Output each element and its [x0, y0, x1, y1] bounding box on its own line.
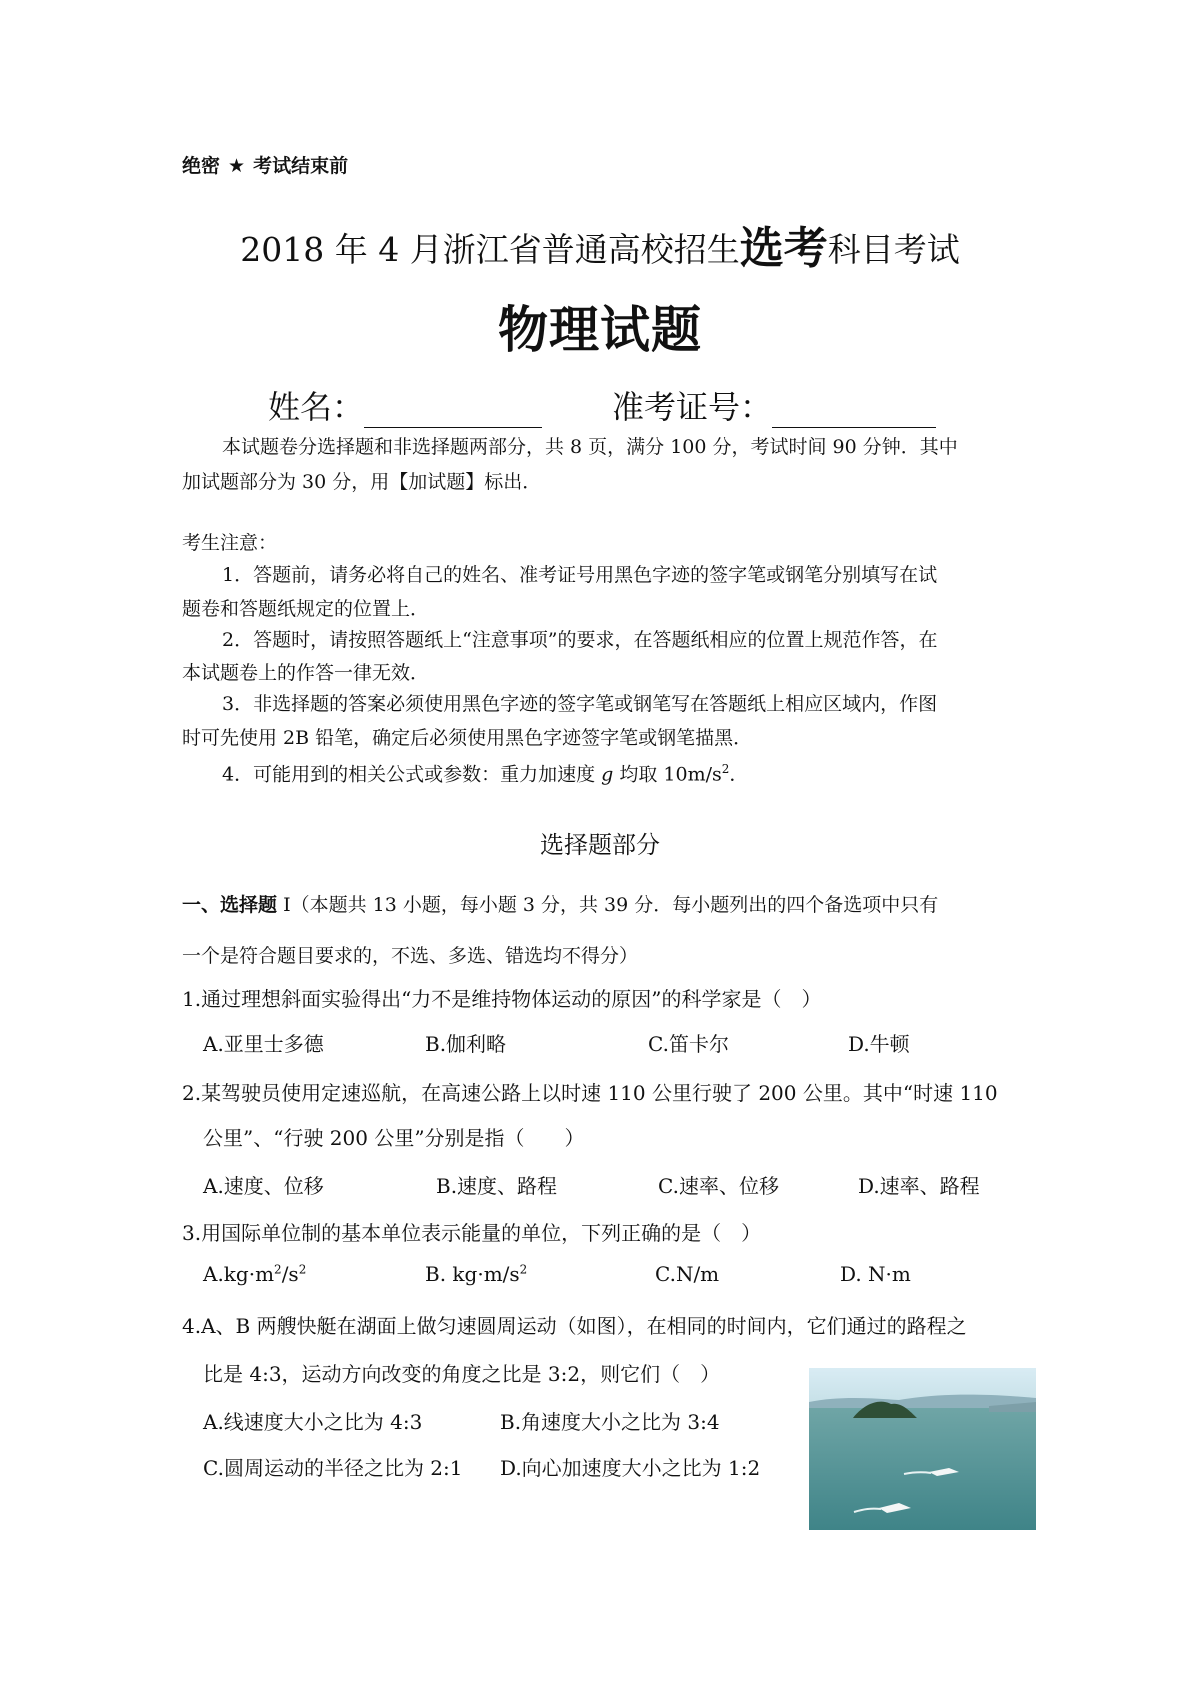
question-4-stem-line-2: 比是 4:3，运动方向改变的角度之比是 3:2，则它们（ ） — [203, 1362, 721, 1386]
q4-option-c: C.圆周运动的半径之比为 2:1 — [203, 1456, 463, 1480]
notice-1-line-1: 1．答题前，请务必将自己的姓名、准考证号用黑色字迹的签字笔或钢笔分别填写在试 — [222, 564, 938, 586]
question-1-stem: 1.通过理想斜面实验得出“力不是维持物体运动的原因”的科学家是（ ） — [182, 987, 822, 1011]
subject-title: 物理试题 — [498, 301, 702, 359]
q4-option-b: B.角速度大小之比为 3:4 — [500, 1410, 720, 1434]
part-desc-1: I（本题共 13 小题，每小题 3 分，共 39 分．每小题列出的四个备选项中只有 — [277, 894, 939, 916]
notice-4-post: 均取 10m/s — [613, 763, 722, 786]
q1-option-d: D.牛顿 — [848, 1032, 910, 1056]
q2-option-d: D.速率、路程 — [858, 1174, 980, 1198]
q3-a-sup1: 2 — [274, 1262, 282, 1277]
exam-title-big: 选考 — [739, 223, 828, 274]
exam-title-post: 科目考试 — [827, 230, 960, 269]
exam-title — [0, 210, 1200, 274]
notice-3-line-2: 时可先使用 2B 铅笔，确定后必须使用黑色字迹签字笔或钢笔描黑． — [182, 727, 753, 749]
notice-4-g: g — [601, 763, 614, 786]
q3-option-b — [425, 1262, 527, 1286]
lake-photo-svg — [809, 1368, 1036, 1530]
question-2-stem-line-1: 2.某驾驶员使用定速巡航，在高速公路上以时速 110 公里行驶了 200 公里。其中“时速 110 — [182, 1081, 998, 1105]
notice-1-line-2: 题卷和答题纸规定的位置上． — [182, 598, 430, 620]
name-blank[interactable] — [364, 397, 542, 428]
question-3-stem: 3.用国际单位制的基本单位表示能量的单位，下列正确的是（ ） — [182, 1221, 762, 1245]
intro-line-1: 本试题卷分选择题和非选择题两部分，共 8 页，满分 100 分，考试时间 90 分钟．其中 — [222, 436, 958, 458]
question-2-stem-line-2: 公里”、“行驶 200 公里”分别是指（ ） — [203, 1126, 585, 1150]
notice-4-sup: 2 — [721, 762, 730, 776]
q2-option-a: A.速度、位移 — [203, 1174, 324, 1198]
q4-option-a: A.线速度大小之比为 4:3 — [203, 1410, 423, 1434]
section-title: 选择题部分 — [540, 831, 660, 859]
question-4-stem-line-1: 4.A、B 两艘快艇在湖面上做匀速圆周运动（如图），在相同的时间内，它们通过的路程之 — [182, 1314, 967, 1338]
exam-id-blank[interactable] — [772, 397, 936, 428]
notice-heading: 考生注意： — [182, 532, 278, 554]
exam-title-pre: 2018 年 4 月浙江省普通高校招生 — [240, 230, 740, 269]
notice-2-line-2: 本试题卷上的作答一律无效． — [182, 662, 430, 684]
name-label: 姓名： — [268, 388, 365, 426]
intro-line-2: 加试题部分为 30 分，用【加试题】标出． — [182, 471, 542, 493]
notice-3-line-1: 3．非选择题的答案必须使用黑色字迹的签字笔或钢笔写在答题纸上相应区域内，作图 — [222, 693, 938, 715]
q4-option-d: D.向心加速度大小之比为 1:2 — [500, 1456, 761, 1480]
q3-a-sup2: 2 — [298, 1262, 307, 1277]
q2-option-c: C.速率、位移 — [658, 1174, 779, 1198]
q3-b-pre: B. kg·m/s — [425, 1262, 520, 1286]
star-icon: ★ — [228, 155, 246, 177]
confidential-mark — [182, 151, 348, 178]
q3-a-pre: A.kg·m — [203, 1262, 275, 1286]
lake-speedboats-photo — [809, 1368, 1036, 1530]
secret-tail: 考试结束前 — [253, 155, 349, 177]
q1-option-a: A.亚里士多德 — [203, 1032, 324, 1056]
secret-label: 绝密 — [182, 155, 221, 177]
notice-4-pre: 4．可能用到的相关公式或参数：重力加速度 — [222, 763, 602, 786]
part-heading-line-1 — [182, 888, 938, 922]
notice-2-line-1: 2．答题时，请按照答题纸上“注意事项”的要求，在答题纸相应的位置上规范作答，在 — [222, 629, 938, 651]
q3-b-sup: 2 — [519, 1262, 528, 1277]
notice-4-line — [222, 752, 748, 791]
part-heading-line-2: 一个是符合题目要求的，不选、多选、错选均不得分） — [182, 945, 639, 967]
name-field[interactable] — [268, 382, 542, 428]
q1-option-c: C.笛卡尔 — [648, 1032, 729, 1056]
exam-id-field[interactable] — [612, 382, 936, 428]
notice-4-end: ． — [729, 763, 749, 786]
q3-a-mid: /s — [281, 1262, 299, 1286]
q2-option-b: B.速度、路程 — [436, 1174, 558, 1198]
q3-option-d: D. N·m — [840, 1262, 911, 1286]
part-num: 一、 — [182, 894, 221, 916]
q1-option-b: B.伽利略 — [425, 1032, 507, 1056]
part-label: 选择题 — [220, 894, 278, 916]
q3-option-c: C.N/m — [655, 1262, 720, 1286]
exam-id-label: 准考证号： — [612, 388, 773, 426]
q3-option-a — [203, 1262, 306, 1286]
